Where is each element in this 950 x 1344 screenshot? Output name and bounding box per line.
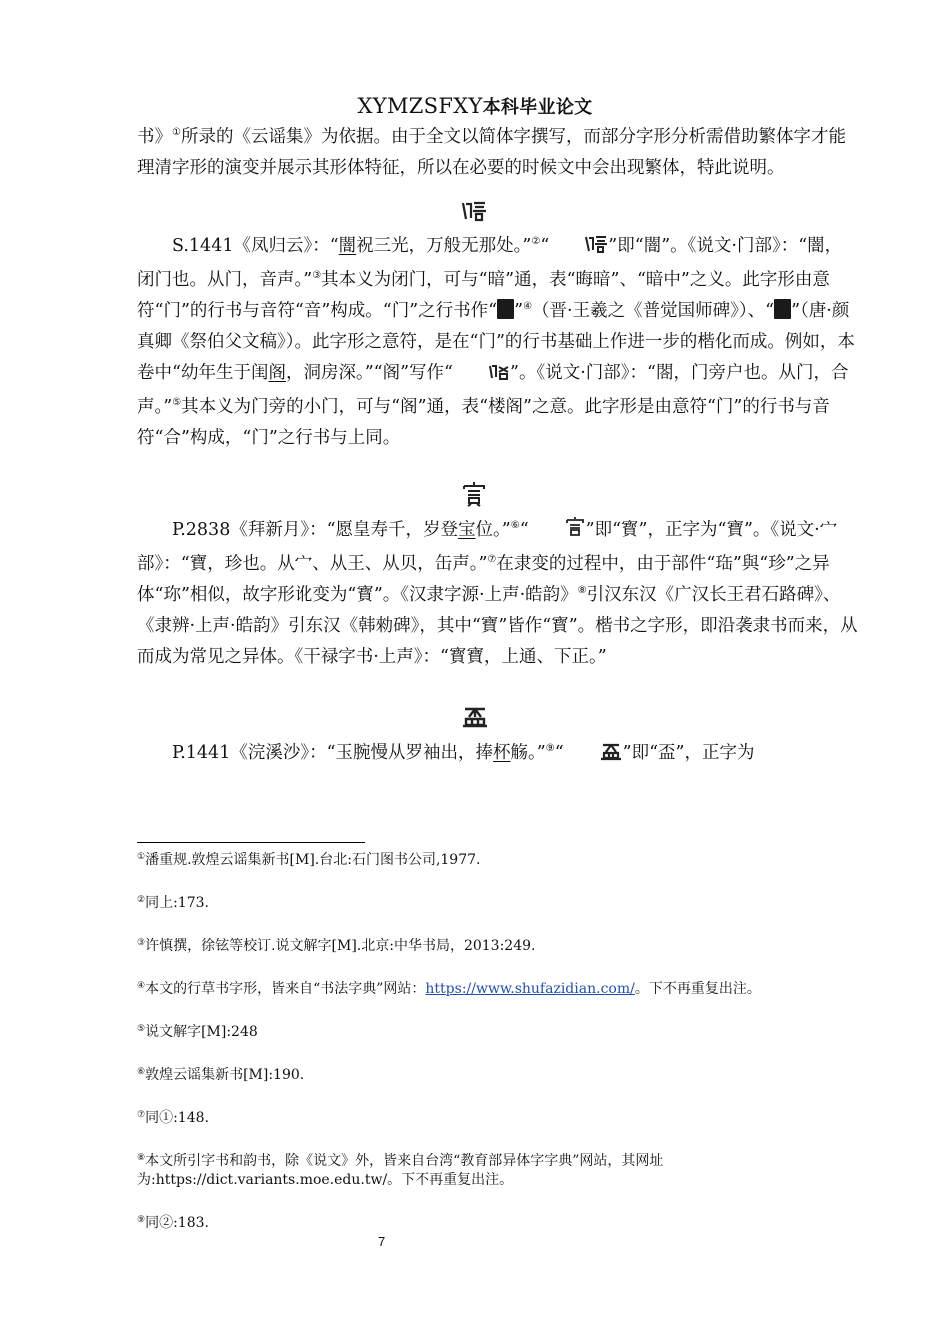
calligraphy-inline-bao (529, 516, 586, 549)
page-number: 7 (378, 1234, 386, 1249)
underlined-char: 杯 (493, 743, 511, 763)
footnote-ref[interactable]: ② (531, 236, 541, 247)
footnote-text: 同上:173. (145, 895, 209, 911)
text: S.1441《凤归云》：“ (172, 236, 339, 256)
footnote-number: ② (137, 895, 146, 905)
underlined-char: 宝 (458, 520, 476, 540)
text: ”。《说文·门部》：“閤，门旁户也。从门，合声。” (137, 363, 849, 417)
footnote-number: ⑨ (137, 1215, 146, 1225)
text: 觞。” (510, 743, 546, 763)
footnote-ref[interactable]: ⑥ (510, 520, 520, 531)
footnote-text: 潘重规.敦煌云谣集新书[M].台北:石门图书公司,1977. (145, 852, 481, 868)
footnote-number: ③ (137, 938, 146, 948)
footnote-text: 本文的行草书字形，皆来自“书法字典”网站： (145, 981, 426, 997)
calligraphy-inline-bei (564, 741, 623, 772)
text: 位。” (475, 520, 511, 540)
underlined-char: 阁 (268, 363, 286, 383)
footnote-number: ⑥ (137, 1067, 146, 1077)
calligraphy-glyph-an (460, 200, 490, 226)
footnote (137, 1106, 859, 1128)
text: ，洞房深。”“阁”写作“ (285, 363, 453, 383)
footnote-text: 。下不再重复出注。 (634, 981, 761, 997)
page-header (0, 92, 950, 122)
footnote-ref[interactable]: ① (172, 127, 181, 138)
paragraph-bao (137, 515, 859, 673)
text: ” (514, 301, 524, 321)
footnote-text: 本文所引字书和韵书，除《说文》外，皆来自台湾“教育部异体字字典”网站，其网址为:https://dict.variants.moe.edu.tw/。下不再重复出注。 (137, 1153, 664, 1188)
footnote (137, 891, 859, 913)
footnote-number: ⑦ (137, 1110, 146, 1120)
shufazidian-link[interactable]: https://www.shufazidian.com/ (425, 981, 635, 997)
text: 其本义为闭门，可与“暗”通，表“晦暗”、“暗中”之义。此字形由意符“门”的行书与音符“音”构成。“门”之行书作“ (137, 270, 830, 321)
footnote-text: 同①:148. (145, 1110, 209, 1126)
text: 书》 (137, 127, 172, 147)
footnote-separator (137, 842, 365, 843)
footnote-text: 敦煌云谣集新书[M]:190. (145, 1067, 305, 1083)
footnotes (137, 848, 859, 1254)
footnote-ref[interactable]: ③ (312, 270, 322, 281)
header-title: 本科毕业论文 (482, 97, 593, 118)
underlined-char: 闇 (338, 236, 357, 256)
footnote-ref[interactable]: ④ (523, 301, 533, 312)
footnote-ref[interactable]: ⑤ (172, 397, 182, 408)
intro-paragraph (137, 122, 859, 184)
calligraphy-glyph-bei (460, 706, 490, 732)
footnote-ref[interactable]: ⑨ (545, 743, 555, 754)
calligraphy-inline-an (549, 234, 608, 265)
footnote-number: ① (137, 852, 146, 862)
text: P.1441《浣溪沙》：“玉腕慢从罗袖出，捧 (172, 743, 494, 763)
footnote-text: 同②:183. (145, 1215, 209, 1231)
text: “ (519, 520, 529, 540)
footnote-number: ④ (137, 981, 146, 991)
text: 在隶变的过程中，由于部件“珤”與“珍”之异体“珎”相似，故字形讹变为“寳”。《汉隶字源·上声·皓韵》 (137, 554, 830, 605)
footnote (137, 1020, 859, 1042)
footnote (137, 1211, 859, 1233)
paragraph-bei (137, 738, 859, 772)
text: 引汉东汉《广汉长王君石路碑》、《隶辨·上声·皓韵》引东汉《韩勑碑》，其中“寶”皆作“寳”。楷书之字形，即沿袭隶书而来，从而成为常见之异体。《干禄字书·上声》：“寳寶，上通、下正。” (137, 585, 858, 667)
footnote (137, 1149, 859, 1190)
text: ”即“寳”，正字为“寶”。《说文·宀部》：“寶，珍也。从宀、从王、从贝，缶声。” (137, 520, 838, 574)
header-latin: XYMZSFXY (357, 94, 483, 118)
text: P.2838《拜新月》：“愿皇寿千，岁登 (172, 520, 459, 540)
text: ”即“闇”。《说文·门部》：“闇，闭门也。从门，音声。” (137, 236, 843, 290)
footnote (137, 1063, 859, 1085)
footnote (137, 977, 859, 999)
calligraphy-men-wang-xizhi (497, 299, 514, 319)
text: （晋·王羲之《普觉国师碑》）、“ (532, 301, 775, 321)
calligraphy-men-yan-zhenqing (774, 299, 791, 319)
text: “ (554, 743, 564, 763)
calligraphy-inline-ge (453, 361, 510, 392)
text: ”（唐·颜真卿《祭伯父文稿》）。此字形之意符，是在“门”的行书基础上作进一步的楷化而成。例如，本卷中“幼年生于闺 (137, 301, 855, 383)
footnote-number: ⑤ (137, 1024, 146, 1034)
footnote (137, 934, 859, 956)
footnote (137, 848, 859, 870)
text: ”即“盃”，正字为 (622, 743, 755, 763)
text: 所录的《云谣集》为依据。由于全文以简体字撰写，而部分字形分析需借助繁体字才能理清字形的演变并展示其形体特征，所以在必要的时候文中会出现繁体，特此说明。 (137, 127, 846, 178)
footnote-text: 许慎撰，徐铉等校订.说文解字[M].北京:中华书局，2013:249. (145, 938, 536, 954)
footnote-number: ⑧ (137, 1153, 146, 1163)
footnote-ref[interactable]: ⑦ (487, 554, 497, 565)
text: “ (540, 236, 550, 256)
paragraph-an (137, 231, 859, 454)
text: 祝三光，万般无那处。” (356, 236, 532, 256)
footnote-text: 说文解字[M]:248 (145, 1024, 258, 1040)
footnote-ref[interactable]: ⑧ (577, 585, 587, 596)
text: 其本义为门旁的小门，可与“阁”通，表“楼阁”之意。此字形是由意符“门”的行书与音符“合”构成，“门”之行书与上同。 (137, 397, 830, 448)
calligraphy-glyph-bao (460, 481, 490, 507)
